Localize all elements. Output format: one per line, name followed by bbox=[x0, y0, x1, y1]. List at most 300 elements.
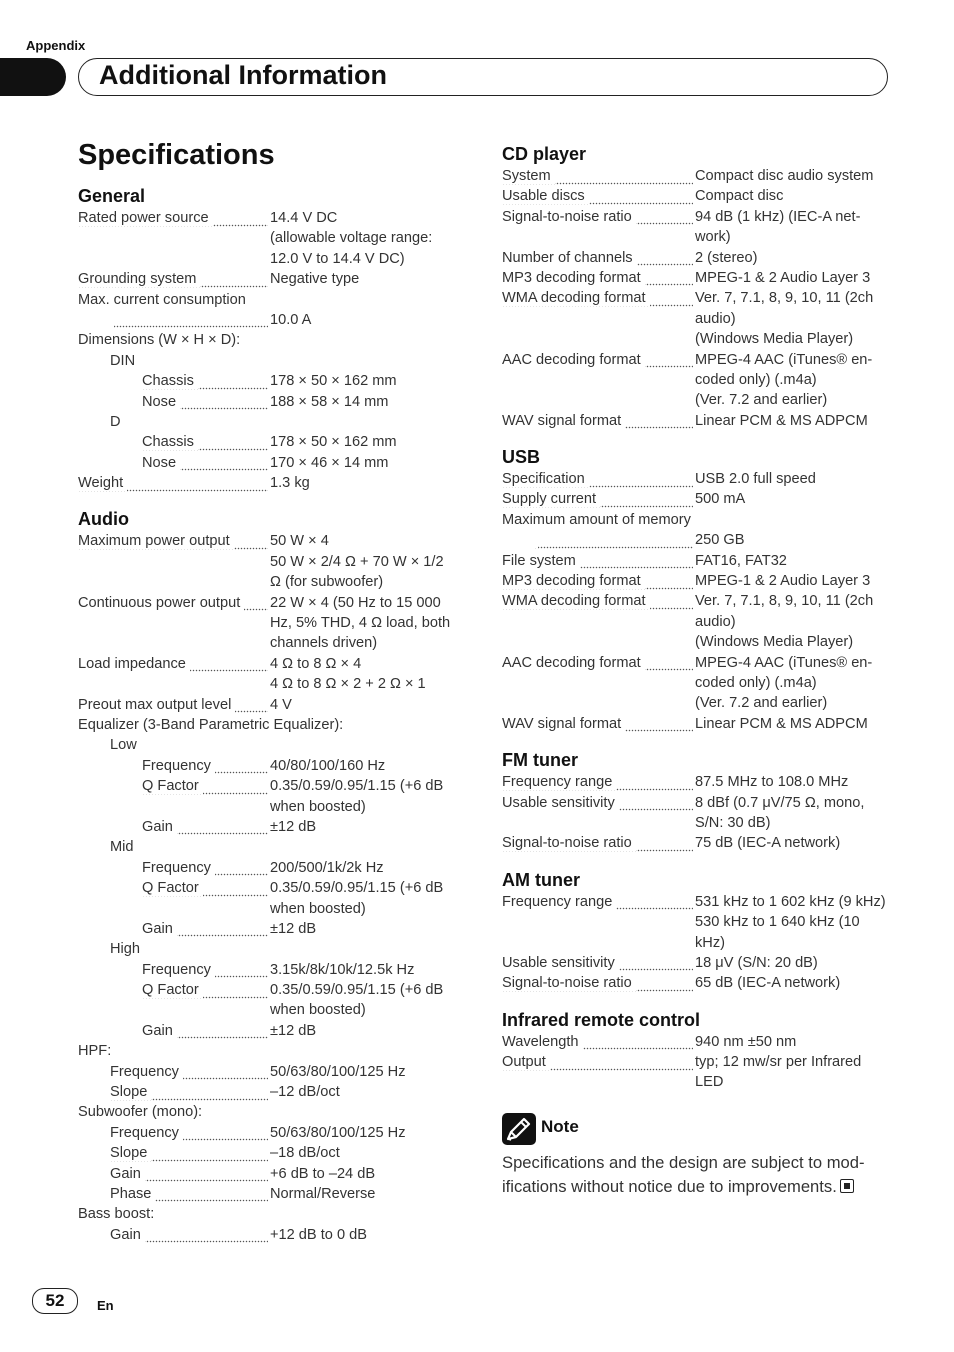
spec-row bbox=[78, 552, 468, 572]
spec-value: 14.4 V DC bbox=[270, 210, 338, 226]
header-title: Additional Information bbox=[99, 60, 387, 90]
note-text bbox=[502, 1151, 892, 1199]
language-label: En bbox=[97, 1298, 114, 1313]
spec-label bbox=[78, 1102, 468, 1122]
spec-row bbox=[78, 1123, 468, 1143]
spec-label bbox=[502, 953, 693, 973]
spec-value: audio) bbox=[695, 310, 736, 327]
spec-label bbox=[78, 473, 268, 493]
spec-label bbox=[502, 166, 693, 186]
spec-row bbox=[502, 551, 892, 571]
spec-value: coded only) (.m4a) bbox=[695, 674, 817, 691]
spec-row bbox=[502, 714, 892, 734]
spec-value: 94 dB (1 kHz) (IEC-A net- bbox=[695, 208, 861, 225]
spec-row bbox=[502, 309, 892, 329]
spec-row bbox=[78, 249, 468, 269]
spec-value: 188 × 58 × 14 mm bbox=[270, 393, 389, 410]
spec-label-text: Weight bbox=[78, 475, 127, 491]
spec-label bbox=[110, 310, 268, 330]
spec-label bbox=[110, 1062, 268, 1082]
spec-value: Ver. 7, 7.1, 8, 9, 10, 11 (2ch bbox=[695, 290, 874, 307]
spec-row bbox=[502, 1032, 892, 1052]
spec-label bbox=[502, 207, 693, 227]
spec-row bbox=[78, 1204, 468, 1224]
spec-row bbox=[502, 248, 892, 268]
note-line-2-text: ifications without notice due to improvements. bbox=[502, 1176, 837, 1196]
spec-value: audio) bbox=[695, 613, 736, 630]
spec-value: 200/500/1k/2k Hz bbox=[270, 859, 384, 876]
spec-label bbox=[78, 1041, 468, 1061]
spec-value: FAT16, FAT32 bbox=[695, 552, 787, 569]
page-title: Specifications bbox=[78, 139, 275, 171]
spec-label bbox=[502, 186, 693, 206]
spec-label-text: Frequency range bbox=[502, 774, 616, 790]
spec-row bbox=[502, 953, 892, 973]
spec-row bbox=[78, 939, 468, 959]
spec-row bbox=[502, 693, 892, 713]
spec-label-text: File system bbox=[502, 553, 580, 569]
spec-label-text: Signal-to-noise ratio bbox=[502, 835, 636, 851]
spec-row bbox=[78, 1041, 468, 1061]
section-heading: FM tuner bbox=[502, 750, 578, 771]
spec-label-text: Supply current bbox=[502, 491, 600, 507]
spec-row bbox=[78, 310, 468, 330]
spec-label bbox=[502, 469, 693, 489]
spec-value: 4 V bbox=[270, 696, 292, 713]
spec-value: 500 mA bbox=[695, 491, 746, 508]
spec-label-text: WAV signal format bbox=[502, 716, 625, 732]
spec-label bbox=[142, 1021, 268, 1041]
spec-label bbox=[502, 489, 693, 509]
spec-value: 10.0 A bbox=[270, 311, 312, 328]
spec-label-text: Gain bbox=[110, 1166, 145, 1182]
spec-value: ±12 dB bbox=[270, 1022, 317, 1039]
spec-row bbox=[502, 973, 892, 993]
spec-label-text: Grounding system bbox=[78, 271, 200, 287]
spec-row bbox=[78, 371, 468, 391]
spec-label bbox=[502, 591, 693, 611]
spec-row bbox=[78, 695, 468, 715]
spec-label bbox=[142, 392, 268, 412]
spec-label bbox=[502, 510, 892, 530]
spec-section bbox=[502, 868, 892, 994]
spec-value: 50/63/80/100/125 Hz bbox=[270, 1124, 406, 1141]
spec-label-text: Maximum amount of memory bbox=[502, 512, 695, 528]
spec-label-text: System bbox=[502, 168, 555, 184]
spec-value: 0.35/0.59/0.95/1.15 (+6 dB bbox=[270, 982, 444, 999]
spec-row bbox=[78, 531, 468, 551]
spec-value: –18 dB/oct bbox=[270, 1145, 340, 1162]
spec-label bbox=[502, 714, 693, 734]
appendix-label: Appendix bbox=[26, 38, 86, 53]
spec-label-text: Nose bbox=[142, 394, 180, 410]
spec-label-text: D bbox=[110, 414, 125, 430]
spec-label bbox=[502, 973, 693, 993]
spec-row bbox=[78, 1102, 468, 1122]
note-line-1: Specifications and the design are subject to mod- bbox=[502, 1152, 865, 1172]
spec-row bbox=[502, 411, 892, 431]
spec-value: 4 Ω to 8 Ω × 2 + 2 Ω × 1 bbox=[270, 676, 426, 693]
note-block bbox=[502, 1113, 892, 1199]
spec-value: when boosted) bbox=[270, 798, 366, 815]
spec-label-text: Dimensions (W × H × D): bbox=[78, 332, 244, 348]
spec-label-text: Gain bbox=[142, 1023, 177, 1039]
spec-label bbox=[78, 654, 268, 674]
spec-value: –12 dB/oct bbox=[270, 1084, 340, 1101]
section-heading: USB bbox=[502, 447, 541, 468]
spec-row bbox=[78, 290, 468, 310]
spec-row bbox=[502, 1072, 892, 1092]
spec-label-text: Gain bbox=[110, 1227, 145, 1243]
spec-value: 8 dBf (0.7 μV/75 Ω, mono, bbox=[695, 794, 865, 811]
spec-label bbox=[110, 1225, 268, 1245]
spec-label bbox=[78, 531, 268, 551]
spec-row bbox=[78, 756, 468, 776]
spec-value: 250 GB bbox=[695, 532, 745, 549]
spec-row bbox=[78, 919, 468, 939]
spec-value: typ; 12 mw/sr per Infrared bbox=[695, 1054, 862, 1071]
spec-value: 18 μV (S/N: 20 dB) bbox=[695, 954, 818, 971]
spec-row bbox=[78, 392, 468, 412]
spec-label bbox=[110, 1123, 268, 1143]
spec-label bbox=[502, 653, 693, 673]
spec-row bbox=[502, 833, 892, 853]
header-bar bbox=[78, 58, 888, 96]
spec-label-text: Chassis bbox=[142, 373, 198, 389]
spec-label-text: Output bbox=[502, 1054, 550, 1070]
spec-row bbox=[78, 858, 468, 878]
spec-label bbox=[502, 350, 693, 370]
spec-row bbox=[502, 933, 892, 953]
spec-label bbox=[78, 290, 468, 310]
spec-label bbox=[78, 1204, 468, 1224]
spec-row bbox=[502, 207, 892, 227]
spec-value: 75 dB (IEC-A network) bbox=[695, 835, 841, 852]
spec-value: 3.15k/8k/10k/12.5k Hz bbox=[270, 961, 415, 978]
spec-row bbox=[78, 593, 468, 613]
spec-label-text: Nose bbox=[142, 455, 180, 471]
spec-label bbox=[110, 1143, 268, 1163]
spec-value: 530 kHz to 1 640 kHz (10 bbox=[695, 914, 860, 931]
spec-value: 178 × 50 × 162 mm bbox=[270, 373, 397, 390]
spec-row bbox=[78, 633, 468, 653]
spec-row bbox=[78, 960, 468, 980]
page-number: 52 bbox=[32, 1288, 78, 1314]
spec-row bbox=[502, 288, 892, 308]
spec-value: +6 dB to –24 dB bbox=[270, 1165, 376, 1182]
spec-row bbox=[78, 1143, 468, 1163]
spec-value: 0.35/0.59/0.95/1.15 (+6 dB bbox=[270, 778, 444, 795]
spec-row bbox=[78, 572, 468, 592]
spec-label-text: Max. current consumption bbox=[78, 292, 250, 308]
spec-row bbox=[502, 166, 892, 186]
spec-label-text: HPF: bbox=[78, 1043, 115, 1059]
spec-value: 40/80/100/160 Hz bbox=[270, 757, 386, 774]
spec-label-text: Q Factor bbox=[142, 778, 203, 794]
spec-value: Compact disc bbox=[695, 188, 784, 205]
spec-label-text: Q Factor bbox=[142, 880, 203, 896]
spec-row bbox=[78, 674, 468, 694]
spec-value: kHz) bbox=[695, 934, 725, 951]
spec-label bbox=[502, 793, 693, 813]
spec-value: Ω (for subwoofer) bbox=[270, 574, 384, 591]
spec-label-text: WMA decoding format bbox=[502, 290, 650, 306]
spec-row bbox=[502, 227, 892, 247]
spec-value: work) bbox=[695, 229, 731, 246]
spec-label-text: Subwoofer (mono): bbox=[78, 1104, 206, 1120]
spec-row bbox=[502, 912, 892, 932]
spec-value: 22 W × 4 (50 Hz to 15 000 bbox=[270, 594, 441, 611]
spec-value: MPEG-4 AAC (iTunes® en- bbox=[695, 351, 873, 368]
spec-value: 1.3 kg bbox=[270, 475, 310, 492]
spec-label-text: Frequency bbox=[142, 758, 215, 774]
right-column bbox=[502, 142, 892, 1199]
spec-label bbox=[502, 571, 693, 591]
end-mark-icon bbox=[840, 1179, 854, 1193]
spec-value: 50 W × 4 bbox=[270, 533, 329, 550]
spec-value: channels driven) bbox=[270, 635, 378, 652]
spec-label bbox=[110, 735, 468, 755]
spec-value: Linear PCM & MS ADPCM bbox=[695, 412, 868, 429]
spec-row bbox=[502, 329, 892, 349]
spec-label bbox=[502, 248, 693, 268]
spec-label-text: Load impedance bbox=[78, 656, 190, 672]
spec-value: when boosted) bbox=[270, 900, 366, 917]
section-tab bbox=[0, 58, 66, 96]
spec-row bbox=[78, 776, 468, 796]
spec-label-text: Frequency bbox=[110, 1064, 183, 1080]
note-line-2 bbox=[502, 1175, 892, 1199]
spec-value: LED bbox=[695, 1074, 724, 1091]
spec-label-text: WMA decoding format bbox=[502, 593, 650, 609]
spec-label-text: Maximum power output bbox=[78, 533, 234, 549]
spec-label bbox=[110, 1184, 268, 1204]
spec-row bbox=[78, 1021, 468, 1041]
spec-row bbox=[78, 980, 468, 1000]
spec-row bbox=[78, 715, 468, 735]
pencil-note-icon bbox=[502, 1113, 536, 1145]
spec-label bbox=[142, 817, 268, 837]
spec-value: MPEG-1 & 2 Audio Layer 3 bbox=[695, 269, 871, 286]
spec-label bbox=[142, 919, 268, 939]
spec-row bbox=[502, 489, 892, 509]
spec-section bbox=[502, 748, 892, 854]
spec-label-text: Wavelength bbox=[502, 1034, 583, 1050]
spec-row bbox=[78, 330, 468, 350]
spec-label bbox=[142, 960, 268, 980]
spec-value: ±12 dB bbox=[270, 818, 317, 835]
spec-value: Linear PCM & MS ADPCM bbox=[695, 715, 868, 732]
spec-row bbox=[502, 370, 892, 390]
spec-row bbox=[78, 208, 468, 228]
spec-row bbox=[78, 1000, 468, 1020]
spec-label-text: AAC decoding format bbox=[502, 655, 645, 671]
spec-value: 531 kHz to 1 602 kHz (9 kHz) bbox=[695, 893, 886, 910]
spec-row bbox=[502, 653, 892, 673]
spec-row bbox=[502, 1052, 892, 1072]
spec-row bbox=[502, 510, 892, 530]
spec-label bbox=[502, 833, 693, 853]
spec-value: (allowable voltage range: bbox=[270, 230, 433, 247]
spec-value: 65 dB (IEC-A network) bbox=[695, 975, 841, 992]
spec-label-text: Gain bbox=[142, 921, 177, 937]
spec-label bbox=[78, 208, 268, 228]
spec-value: 0.35/0.59/0.95/1.15 (+6 dB bbox=[270, 880, 444, 897]
spec-label bbox=[142, 980, 268, 1000]
spec-label bbox=[502, 411, 693, 431]
spec-label-text: Slope bbox=[110, 1145, 151, 1161]
spec-label bbox=[142, 432, 268, 452]
note-label: Note bbox=[541, 1116, 579, 1136]
spec-section bbox=[78, 507, 468, 1245]
spec-label bbox=[142, 858, 268, 878]
spec-value: Hz, 5% THD, 4 Ω load, both bbox=[270, 615, 451, 632]
spec-label-text: Signal-to-noise ratio bbox=[502, 975, 636, 991]
spec-label bbox=[110, 837, 468, 857]
spec-label-text bbox=[534, 532, 538, 548]
spec-label bbox=[502, 1032, 693, 1052]
spec-row bbox=[502, 469, 892, 489]
spec-label-text: Low bbox=[110, 737, 141, 753]
spec-row bbox=[502, 350, 892, 370]
section-heading: CD player bbox=[502, 144, 587, 164]
spec-label bbox=[110, 939, 468, 959]
spec-row bbox=[502, 612, 892, 632]
spec-row bbox=[78, 269, 468, 289]
spec-label-text: Frequency bbox=[110, 1125, 183, 1141]
spec-value: Compact disc audio system bbox=[695, 168, 874, 184]
spec-label-text: MP3 decoding format bbox=[502, 573, 645, 589]
spec-value: (Windows Media Player) bbox=[695, 331, 854, 348]
spec-row bbox=[78, 797, 468, 817]
spec-row bbox=[502, 673, 892, 693]
spec-label bbox=[502, 1052, 693, 1072]
spec-row bbox=[78, 1082, 468, 1102]
spec-value: Normal/Reverse bbox=[270, 1185, 376, 1202]
spec-row bbox=[502, 892, 892, 912]
spec-label bbox=[110, 1164, 268, 1184]
spec-row bbox=[78, 453, 468, 473]
spec-row bbox=[78, 613, 468, 633]
spec-row bbox=[78, 878, 468, 898]
spec-value: (Ver. 7.2 and earlier) bbox=[695, 695, 828, 712]
spec-value: 12.0 V to 14.4 V DC) bbox=[270, 250, 405, 267]
spec-label bbox=[534, 530, 693, 550]
spec-value: 178 × 50 × 162 mm bbox=[270, 434, 397, 451]
spec-row bbox=[78, 351, 468, 371]
spec-label-text: Preout max output level bbox=[78, 697, 235, 713]
spec-label-text: Frequency range bbox=[502, 894, 616, 910]
spec-label-text: Signal-to-noise ratio bbox=[502, 209, 636, 225]
spec-value: MPEG-4 AAC (iTunes® en- bbox=[695, 654, 873, 671]
spec-row bbox=[78, 817, 468, 837]
spec-value: Ver. 7, 7.1, 8, 9, 10, 11 (2ch bbox=[695, 593, 874, 610]
spec-label bbox=[78, 715, 468, 735]
section-heading: Audio bbox=[78, 509, 129, 530]
spec-label-text: Gain bbox=[142, 819, 177, 835]
spec-label bbox=[78, 269, 268, 289]
left-column bbox=[78, 184, 468, 1259]
spec-section bbox=[502, 445, 892, 734]
spec-row bbox=[78, 899, 468, 919]
spec-value: 2 (stereo) bbox=[695, 249, 758, 266]
spec-value: (Ver. 7.2 and earlier) bbox=[695, 392, 828, 409]
spec-label-text: Usable discs bbox=[502, 188, 589, 204]
spec-label-text bbox=[110, 312, 114, 328]
spec-row bbox=[78, 432, 468, 452]
spec-label-text: Mid bbox=[110, 839, 138, 855]
spec-label bbox=[142, 756, 268, 776]
spec-value: (Windows Media Player) bbox=[695, 634, 854, 651]
spec-value: 940 nm ±50 nm bbox=[695, 1033, 797, 1050]
spec-label-text: Bass boost: bbox=[78, 1206, 158, 1222]
spec-value: 87.5 MHz to 108.0 MHz bbox=[695, 774, 849, 791]
spec-row bbox=[78, 1225, 468, 1245]
spec-row bbox=[502, 772, 892, 792]
section-heading: AM tuner bbox=[502, 869, 580, 890]
spec-value: 50 W × 2/4 Ω + 70 W × 1/2 bbox=[270, 553, 444, 570]
spec-value: when boosted) bbox=[270, 1002, 366, 1019]
spec-label bbox=[142, 878, 268, 898]
spec-label-text: Usable sensitivity bbox=[502, 795, 619, 811]
spec-label bbox=[142, 371, 268, 391]
spec-row bbox=[78, 228, 468, 248]
spec-row bbox=[78, 1164, 468, 1184]
spec-value: ±12 dB bbox=[270, 920, 317, 937]
spec-section bbox=[502, 142, 892, 431]
spec-value: +12 dB to 0 dB bbox=[270, 1226, 367, 1243]
spec-row bbox=[78, 1184, 468, 1204]
spec-label bbox=[502, 551, 693, 571]
spec-row bbox=[502, 632, 892, 652]
spec-label-text: AAC decoding format bbox=[502, 352, 645, 368]
spec-value: 50/63/80/100/125 Hz bbox=[270, 1063, 406, 1080]
spec-row bbox=[502, 571, 892, 591]
spec-label-text: High bbox=[110, 941, 144, 957]
spec-row bbox=[502, 390, 892, 410]
spec-row bbox=[78, 735, 468, 755]
spec-label-text: Q Factor bbox=[142, 982, 203, 998]
spec-label bbox=[78, 330, 468, 350]
spec-value: coded only) (.m4a) bbox=[695, 371, 817, 388]
spec-label-text: Equalizer (3-Band Parametric Equalizer): bbox=[78, 717, 347, 733]
spec-label-text: Slope bbox=[110, 1084, 151, 1100]
spec-row bbox=[78, 1062, 468, 1082]
spec-value: USB 2.0 full speed bbox=[695, 471, 816, 488]
spec-label bbox=[502, 288, 693, 308]
spec-label-text: WAV signal format bbox=[502, 413, 625, 429]
spec-row bbox=[78, 473, 468, 493]
spec-label bbox=[78, 695, 268, 715]
spec-row bbox=[502, 268, 892, 288]
spec-label-text: Chassis bbox=[142, 434, 198, 450]
spec-label bbox=[502, 772, 693, 792]
spec-label-text: MP3 decoding format bbox=[502, 270, 645, 286]
spec-row bbox=[502, 793, 892, 813]
spec-label-text: Number of channels bbox=[502, 250, 637, 266]
section-heading: General bbox=[78, 186, 146, 206]
spec-label bbox=[110, 1082, 268, 1102]
spec-label-text: Specification bbox=[502, 471, 589, 487]
spec-label-text: Frequency bbox=[142, 962, 215, 978]
spec-section bbox=[502, 1008, 892, 1093]
spec-row bbox=[502, 186, 892, 206]
spec-label-text: Phase bbox=[110, 1186, 155, 1202]
note-heading bbox=[502, 1113, 892, 1147]
spec-section bbox=[78, 184, 468, 493]
spec-label bbox=[110, 351, 468, 371]
spec-label bbox=[502, 892, 693, 912]
